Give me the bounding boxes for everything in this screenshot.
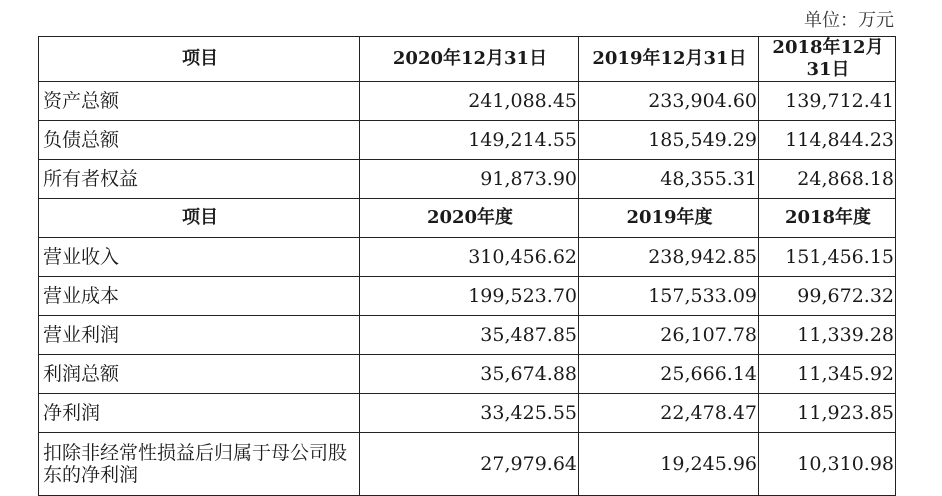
header-cell: 2018年度 [759,199,896,238]
header-cell: 项目 [39,199,360,238]
value-cell: 310,456.62 [360,238,579,277]
value-cell: 241,088.45 [360,82,579,121]
value-cell: 114,844.23 [759,121,896,160]
value-cell: 149,214.55 [360,121,579,160]
header-cell: 2019年12月31日 [579,37,759,82]
table-row [39,82,896,121]
value-cell: 233,904.60 [579,82,759,121]
value-cell: 24,868.18 [759,160,896,199]
value-cell: 139,712.41 [759,82,896,121]
row-label: 所有者权益 [39,160,360,199]
value-cell: 99,672.32 [759,277,896,316]
value-cell: 185,549.29 [579,121,759,160]
value-cell: 27,979.64 [360,433,579,496]
value-cell: 48,355.31 [579,160,759,199]
value-cell: 19,245.96 [579,433,759,496]
table-row [39,277,896,316]
value-cell: 25,666.14 [579,355,759,394]
value-cell: 157,533.09 [579,277,759,316]
table-row [39,433,896,496]
value-cell: 151,456.15 [759,238,896,277]
header-cell: 2020年12月31日 [360,37,579,82]
row-label: 营业收入 [39,238,360,277]
financial-summary-table [38,36,896,496]
value-cell: 11,923.85 [759,394,896,433]
row-label: 利润总额 [39,355,360,394]
row-label: 营业成本 [39,277,360,316]
row-label: 扣除非经常性损益后归属于母公司股东的净利润 [39,433,360,496]
header-cell: 2019年度 [579,199,759,238]
table-row [39,394,896,433]
value-cell: 10,310.98 [759,433,896,496]
table-row [39,238,896,277]
value-cell: 91,873.90 [360,160,579,199]
value-cell: 35,487.85 [360,316,579,355]
table-header-row [39,37,896,82]
header-cell: 2018年12月31日 [759,37,896,82]
value-cell: 35,674.88 [360,355,579,394]
table-row [39,316,896,355]
value-cell: 11,339.28 [759,316,896,355]
row-label: 营业利润 [39,316,360,355]
value-cell: 199,523.70 [360,277,579,316]
table-header-row [39,199,896,238]
value-cell: 11,345.92 [759,355,896,394]
table-row [39,160,896,199]
table-row [39,121,896,160]
header-cell: 项目 [39,37,360,82]
table-row [39,355,896,394]
row-label: 负债总额 [39,121,360,160]
row-label: 资产总额 [39,82,360,121]
unit-label: 单位：万元 [804,10,894,31]
value-cell: 33,425.55 [360,394,579,433]
row-label: 净利润 [39,394,360,433]
value-cell: 238,942.85 [579,238,759,277]
header-cell: 2020年度 [360,199,579,238]
value-cell: 22,478.47 [579,394,759,433]
value-cell: 26,107.78 [579,316,759,355]
